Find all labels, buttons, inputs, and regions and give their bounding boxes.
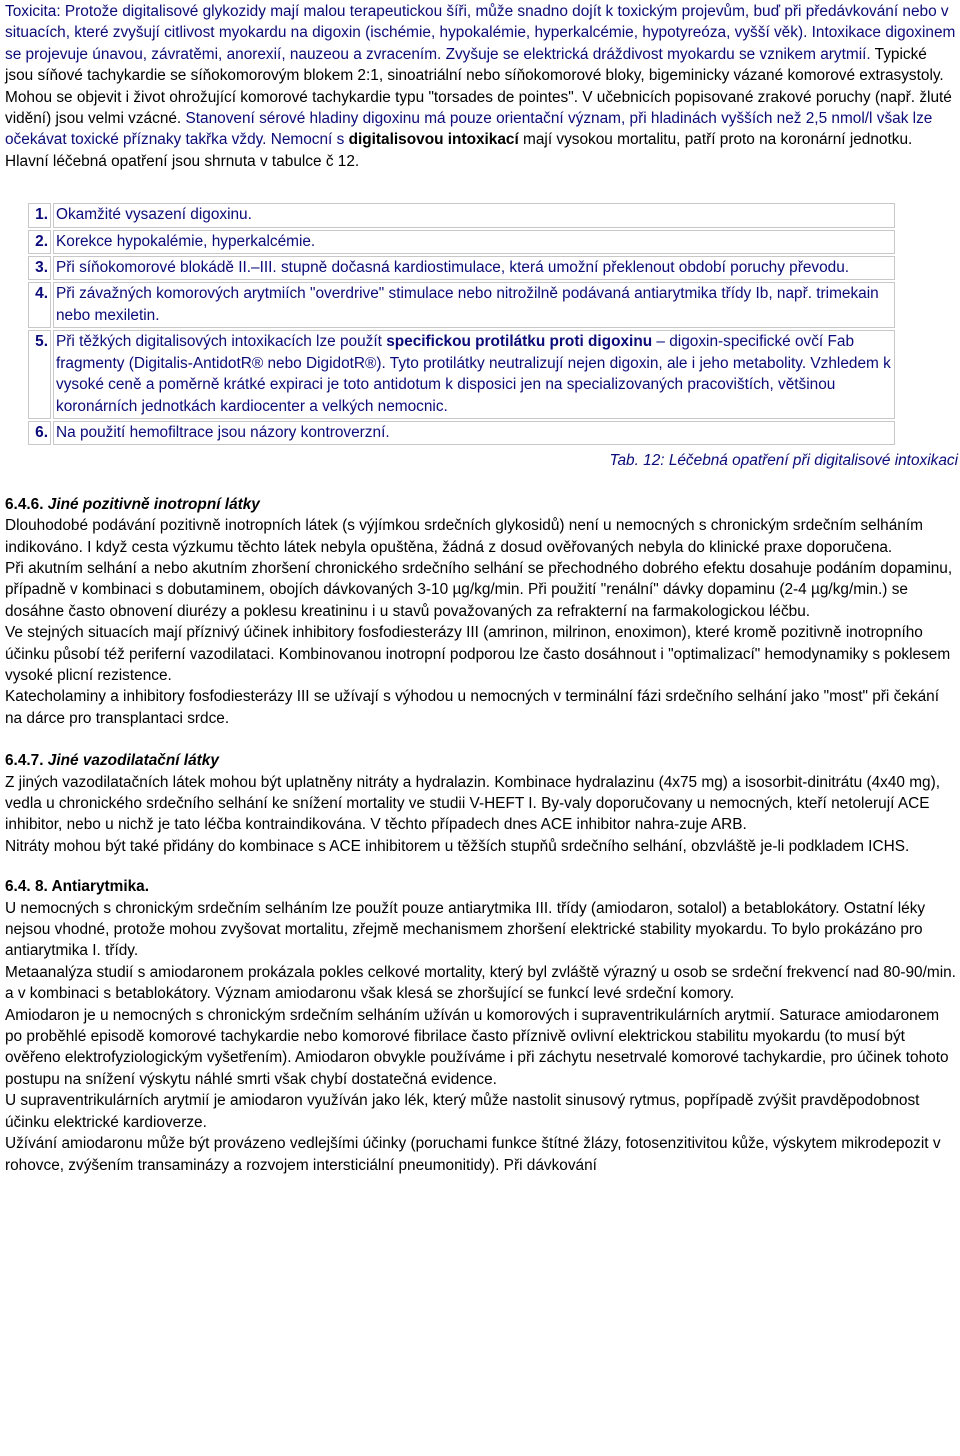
- paragraph: Užívání amiodaronu může být provázeno vedlejšími účinky (poruchami funkce štítné žlázy, fotosenzitivitou kůže, výskytem mikrodepozit v rohovce, zvýšením transaminázy a rozvojem intersticiální pneumonitidy). Při dávkování: [5, 1135, 941, 1174]
- section-title: Jiné pozitivně inotropní látky: [47, 495, 260, 513]
- section-number: 6.4.7.: [5, 752, 44, 770]
- toxicity-sentence-5: Nemocní s: [266, 131, 349, 149]
- table-row: [28, 230, 895, 254]
- table-row: [28, 256, 895, 280]
- paragraph: Ve stejných situacích mají příznivý účinek inhibitory fosfodiesterázy III (amrinon, milrinon, enoximon), které kromě pozitivně inotropního účinku působí též periferní vazodilataci. Kombinovanou inotropní podporou lze často dosáhnout i "optimalizací" hemodynamiky s poklesem vysoké plicní rezistence.: [5, 624, 951, 684]
- paragraph: Nitráty mohou být také přidány do kombinace s ACE inhibitorem u těžších stupňů srdečního selhání, obzvláště je-li podkladem ICHS.: [5, 837, 910, 855]
- row-number: 6.: [28, 421, 51, 445]
- toxicity-bold-phrase: digitalisovou intoxikací: [348, 131, 519, 149]
- toxicity-sentence-1: Protože digitalisové glykozidy mají malou terapeutickou šíři, může snadno dojít k toxickým projevům, buď při předávkování nebo v situacích, které zvyšují citlivost myokardu na digoxin (ischémie, hypokalémie, hyperkalcémie, hypotyreóza, vyšší věk).: [5, 3, 949, 42]
- row-text-b: – digoxin-specifické ovčí Fab fragmenty (Digitalis-AntidotR® nebo DigidotR®). Tyto protilátky neutralizují nejen digoxin, ale i jeho metabolity. Vzhledem k vysoké ceně a poměrně krátké expiraci je toto antidotum k disposici jen na specializovaných pracovištích, většinou koronárních jednotkách kardiocenter a velkých nemocnic.: [56, 333, 891, 415]
- row-text: [53, 330, 895, 419]
- row-text: Korekce hypokalémie, hyperkalcémie.: [53, 230, 895, 254]
- section-title: Antiarytmika.: [51, 878, 150, 896]
- table-row: [28, 330, 895, 419]
- section-title: Jiné vazodilatační látky: [47, 752, 219, 770]
- toxicity-sentence-3: Typické jsou síňové tachykardie se síňokomorovým blokem 2:1, sinoatriální nebo síňokomorové bloky, bigeminicky vázané komorové extrasystoly. Mohou se objevit i život ohrožující komorové tachykardie typu "torsades de pointes". V učebnicích popisované zrakové poruchy (např. žluté vidění) jsou velmi vzácné.: [5, 45, 952, 128]
- toxicity-sentence-4: Stanovení sérové hladiny digoxinu má pouze orientační význam, při hladinách vyšších než 2,5 nmol/l však lze očekávat toxické příznaky takřka vždy.: [5, 110, 933, 149]
- toxicity-label: Toxicita:: [5, 3, 61, 20]
- row-number: 3.: [28, 256, 51, 280]
- row-number: 5.: [28, 330, 51, 419]
- section-number: 6.4.6.: [5, 495, 44, 513]
- paragraph: Dlouhodobé podávání pozitivně inotropních látek (s výjímkou srdečních glykosidů) není u nemocných s chronickým srdečním selháním indikováno. I když cesta výzkumu těchto látek nebyla opuštěna, žádná z dosud ověřovaných nebyla do klinické praxe doporučena.: [5, 517, 923, 556]
- paragraph: U nemocných s chronickým srdečním selháním lze použít pouze antiarytmika III. třídy (amiodaron, sotalol) a betablokátory. Ostatní léky nejsou vhodné, protože mohou zvyšovat mortalitu, zřejmě mechanismem zhoršení elektrické stability myokardu. To bylo prokázáno pro antiarytmika I. třídy.: [5, 899, 926, 960]
- section-heading-647: [5, 750, 958, 771]
- toxicity-paragraph: [5, 1, 958, 172]
- toxicity-sentence-2: Intoxikace digoxinem se projevuje únavou, závratěmi, anorexií, nauzeou a zvracením. Zvyšuje se elektrická dráždivost myokardu se vznikem arytmií.: [5, 24, 956, 63]
- row-text: Okamžité vysazení digoxinu.: [53, 203, 895, 227]
- paragraph: Katecholaminy a inhibitory fosfodiesterázy III se užívají s výhodou u nemocných v terminální fázi srdečního selhání jako "most" při čekání na dárce pro transplantaci srdce.: [5, 688, 939, 727]
- paragraph: Z jiných vazodilatačních látek mohou být uplatněny nitráty a hydralazin. Kombinace hydralazinu (4x75 mg) a isosorbit-dinitrátu (4x40 mg), vedla u chronického srdečního selhání ke snížení mortality ve studii V-HEFT I. By-valy doporučovany u nemocných, kteří netolerují ACE inhibitor, nebo u nichž je tato léčba kontraindikována. V těchto případech dnes ACE inhibitor nahra-zuje ARB.: [5, 773, 941, 834]
- section-heading-646: [5, 494, 958, 515]
- document-page: [5, 1, 958, 1176]
- row-text: Při závažných komorových arytmiích "overdrive" stimulace nebo nitrožilně podávaná antiarytmika třídy Ib, např. trimekain nebo mexiletin.: [53, 282, 895, 328]
- section-heading-648: [5, 876, 958, 897]
- paragraph: Metaanalýza studií s amiodaronem prokázala pokles celkové mortality, který byl zvláště výrazný u osob se srdeční frekvencí nad 80-90/min. a v kombinaci s betablokátory. Význam amiodaronu však klesá se zhoršující se funkcí levé srdeční komory.: [5, 963, 956, 1003]
- row-number: 4.: [28, 282, 51, 328]
- paragraph: Amiodaron je u nemocných s chronickým srdečním selháním užíván u komorových i supraventrikulárních arytmií. Saturace amiodaronem po proběhlé episodě komorové tachykardie nebo komorové fibrilace často příznivě ovlivní elektrickou stabilitu myokardu (to musí být ověřeno elektrofyziologickým vyšetřením). Amiodaron obvykle používáme i při záchytu nesetrvalé komorové tachykardie, pro účinek tohoto postupu na snížení výskytu náhlé smrti však chybí dostatečná evidence.: [5, 1006, 949, 1088]
- table-caption: Tab. 12: Léčebná opatření při digitalisové intoxikaci: [609, 452, 958, 470]
- table-row: [28, 203, 895, 227]
- paragraph: U supraventrikulárních arytmií je amiodaron využíván jako lék, který může nastolit sinusový rytmus, popřípadě zvýšit pravděpodobnost účinku elektrické kardioverze.: [5, 1092, 920, 1131]
- treatment-table: [26, 201, 897, 447]
- section-number: 6.4. 8.: [5, 878, 48, 896]
- toxicity-sentence-6: mají vysokou mortalitu, patří proto na koronární jednotku. Hlavní léčebná opatření jsou shrnuta v tabulce č 12.: [5, 131, 913, 170]
- row-text-a: Při těžkých digitalisových intoxikacích lze použít: [56, 333, 387, 351]
- row-number: 2.: [28, 230, 51, 254]
- row-text: Při síňokomorové blokádě II.–III. stupně dočasná kardiostimulace, která umožní překlenout období poruchy převodu.: [53, 256, 895, 280]
- paragraph: Při akutním selhání a nebo akutním zhoršení chronického srdečního selhání se přechodného dobrého efektu dosahuje podáním dopaminu, případně v kombinaci s dobutaminem, obojích dávkovaných 3-10 µg/kg/min. Při použití "renální" dávky dopaminu (2-4 µg/kg/min.) se dosáhne často obnovení diurézy a poklesu kreatininu i u stavů považovaných za refrakterní na farmakologickou léčbu.: [5, 559, 953, 620]
- row-text-bold: specifickou protilátku proti digoxinu: [386, 333, 653, 351]
- table-row: [28, 282, 895, 328]
- row-number: 1.: [28, 203, 51, 227]
- row-text: Na použití hemofiltrace jsou názory kontroverzní.: [53, 421, 895, 445]
- table-row: [28, 421, 895, 445]
